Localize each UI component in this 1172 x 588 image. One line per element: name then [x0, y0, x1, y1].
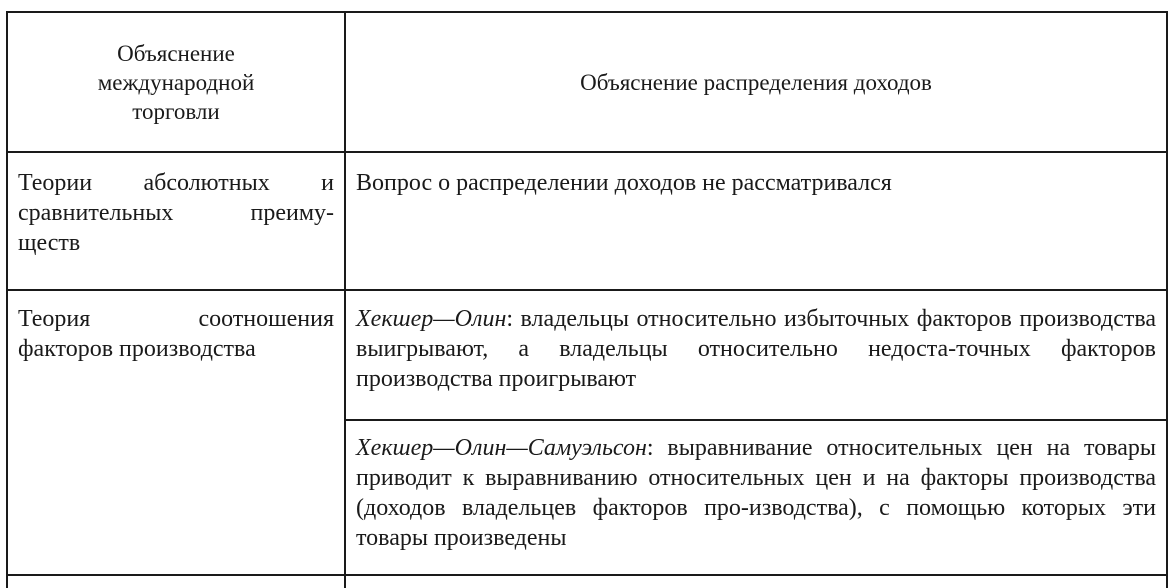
theory-line: ществ — [18, 230, 81, 256]
theory-line: сравнительных преиму- — [18, 200, 334, 226]
explanation-text: : выравнивание относительных цен на товары приводит к выравниванию относительных цен и на факторы производства (доходов владельцев факторов про-изводства), с помощью которых эти товары произведены — [356, 435, 1156, 551]
table-header-row — [7, 12, 1167, 152]
comparison-table — [6, 11, 1168, 588]
author-name: Хекшер—Олин—Самуэльсон — [356, 435, 647, 461]
table-row — [7, 290, 1167, 420]
explanation-cell-hecksher-ohlin — [345, 290, 1167, 420]
author-name: Хекшер—Олин — [356, 306, 507, 332]
theory-line: факторов производства — [18, 336, 256, 362]
table-row-continuation — [7, 575, 1167, 588]
header-label-income-distribution: Объяснение распределения доходов — [580, 69, 932, 95]
table-row — [7, 152, 1167, 290]
theory-line: Теории абсолютных и — [18, 170, 334, 196]
theory-line: Теория соотношения — [18, 306, 334, 332]
explanation-cell — [345, 152, 1167, 290]
explanation-text: Вопрос о распределении доходов не рассматривался — [356, 170, 892, 196]
header-cell-income-distribution — [345, 12, 1167, 152]
header-cell-international-trade — [7, 12, 345, 152]
theory-cell-factor-proportions — [7, 290, 345, 575]
header-label-international-trade: Объяснение международной торговли — [97, 40, 255, 124]
continuation-cell — [7, 575, 345, 588]
explanation-cell-hecksher-ohlin-samuelson — [345, 420, 1167, 575]
explanation-text: : владельцы относительно избыточных факторов производства выигрывают, а владельцы относительно недоста-точных факторов производства проигрывают — [356, 306, 1156, 392]
theory-cell-absolute-comparative — [7, 152, 345, 290]
continuation-cell — [345, 575, 1167, 588]
